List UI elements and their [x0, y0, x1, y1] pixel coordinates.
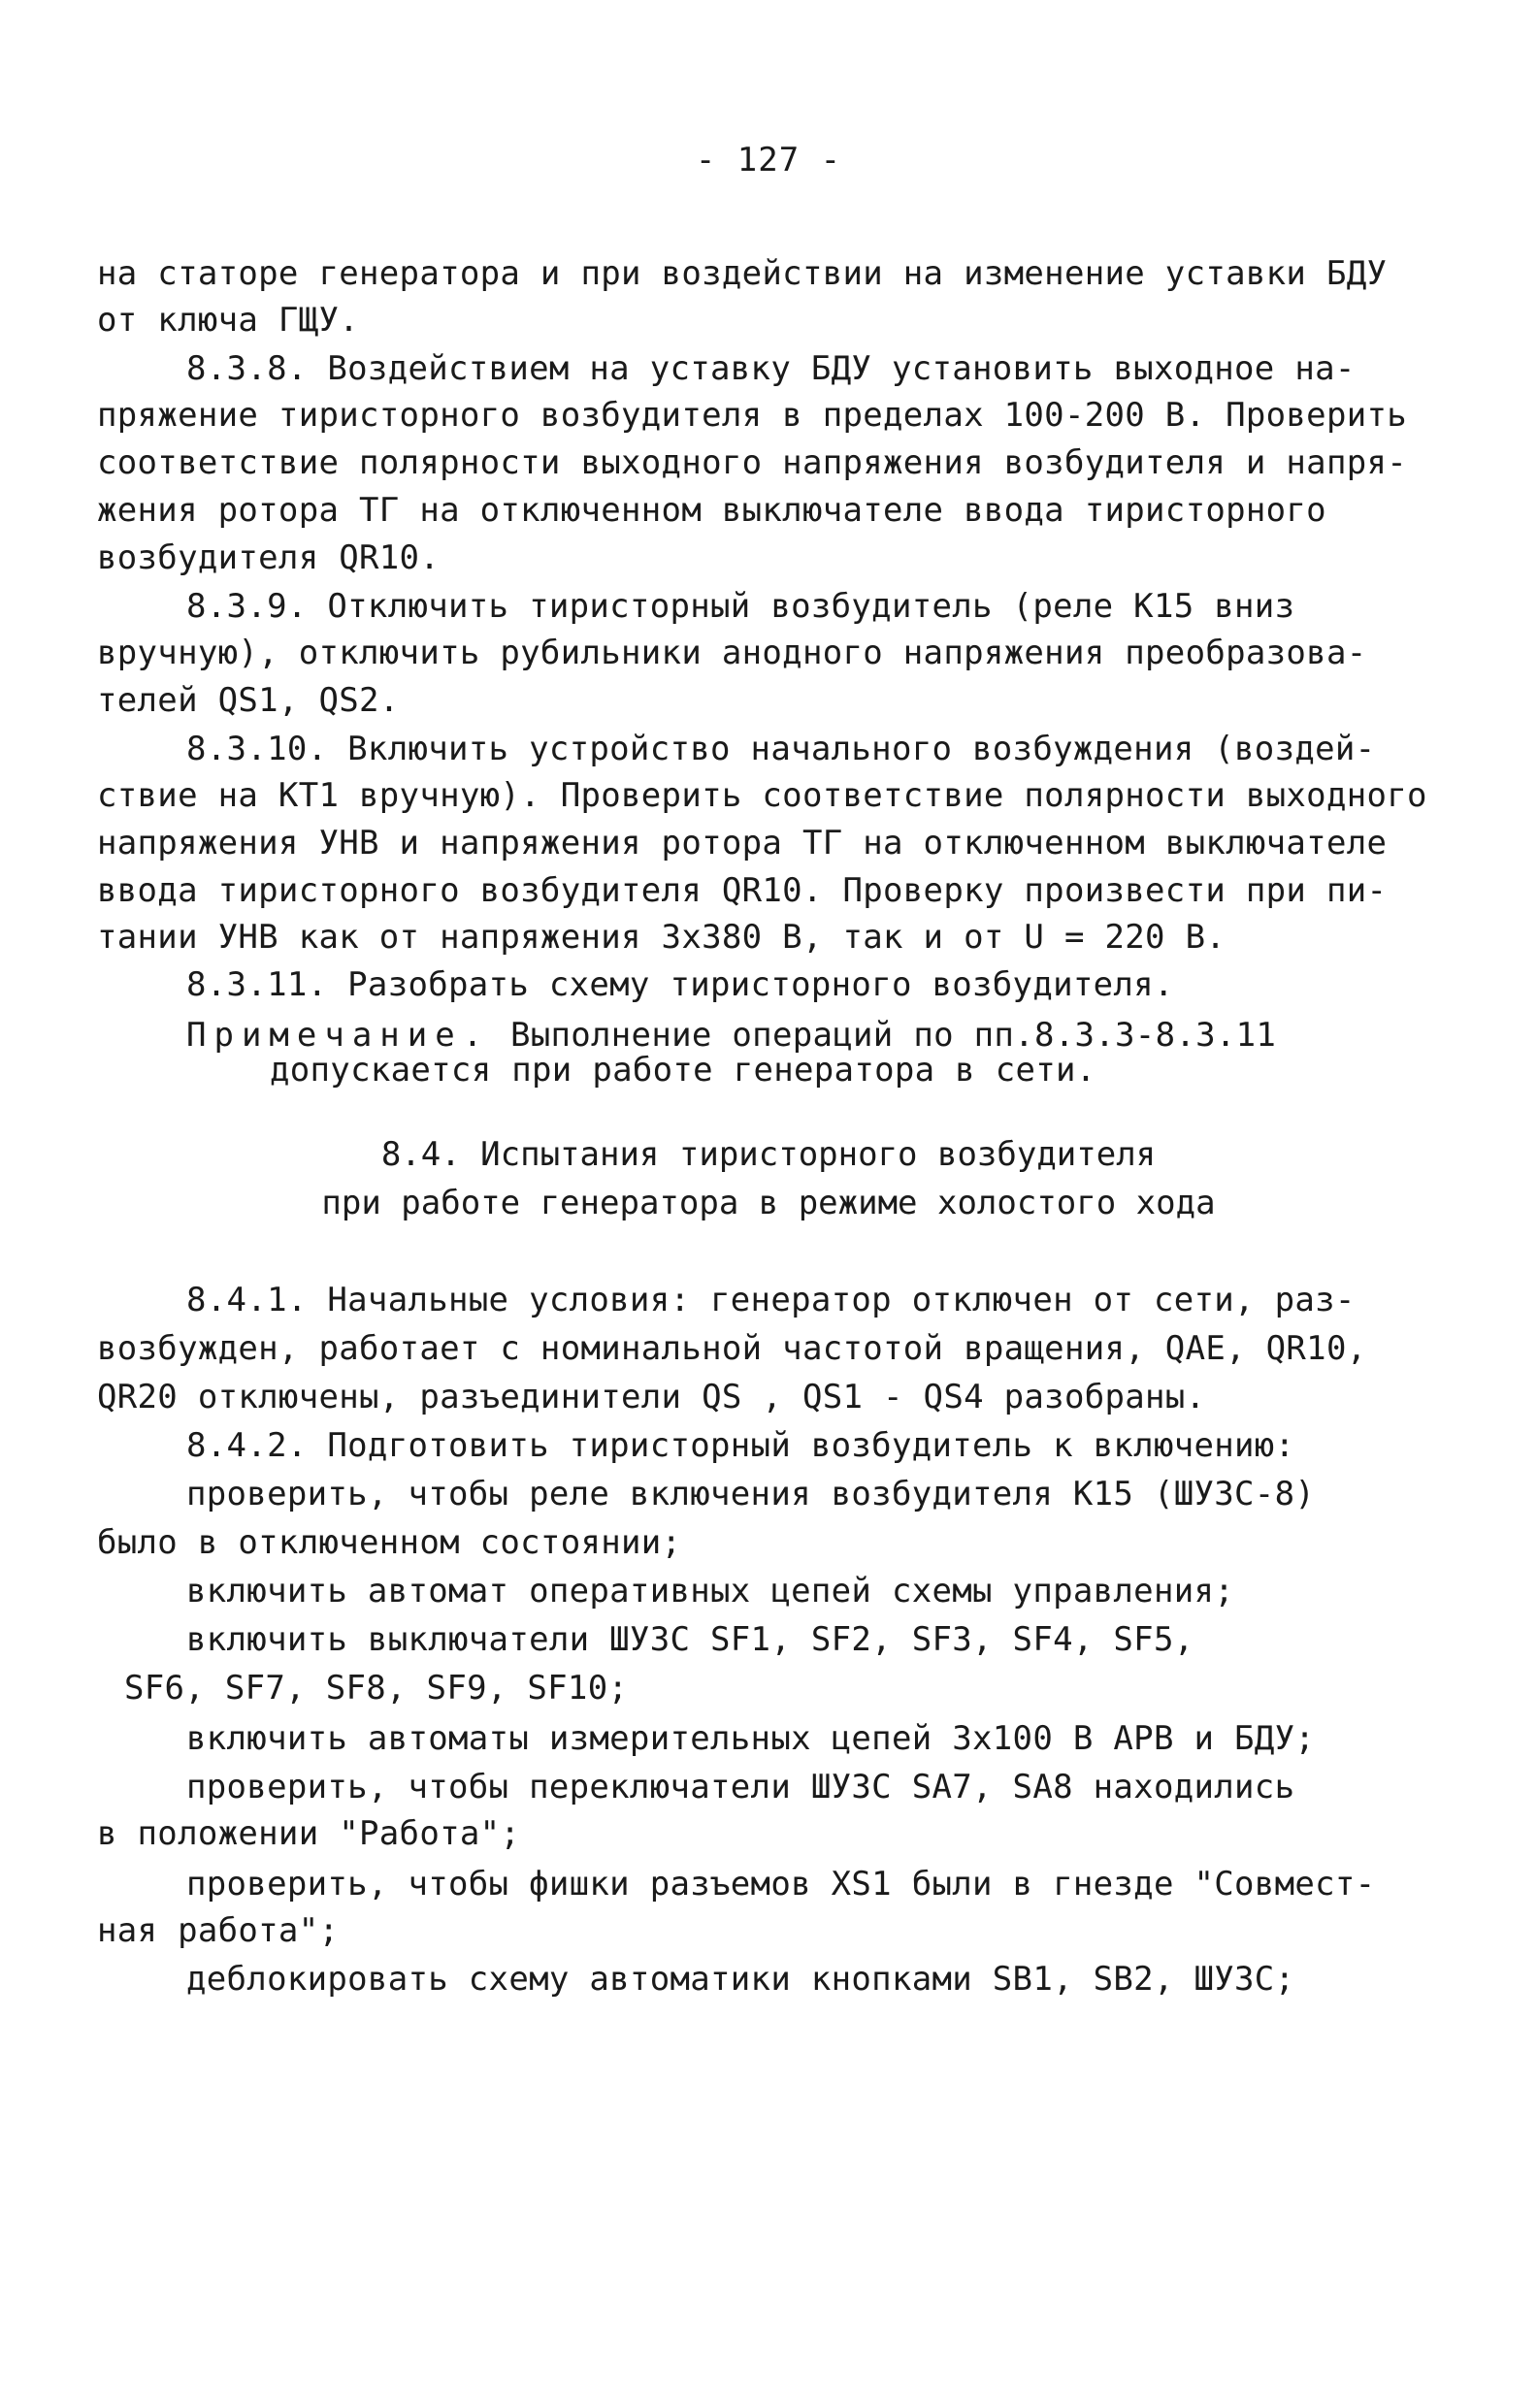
section-title: при работе генератора в режиме холостого хода	[321, 1184, 1216, 1222]
text-line: 8.3.10. Включить устройство начального возбуждения (воздей-	[186, 730, 1376, 768]
note-line	[186, 1016, 1276, 1055]
text-line: ная работа";	[97, 1911, 340, 1950]
text-line: ввода тиристорного возбудителя QR10. Проверку произвести при пи-	[97, 871, 1388, 910]
note-line: допускается при работе генератора в сети.	[270, 1051, 1096, 1090]
text-line: пряжение тиристорного возбудителя в пределах 100-200 В. Проверить	[97, 396, 1408, 435]
text-line: включить автоматы измерительных цепей 3х100 В АРВ и БДУ;	[186, 1719, 1316, 1758]
text-line: деблокировать схему автоматики кнопками SB1, SB2, ШУЗС;	[186, 1960, 1295, 1999]
text-line: 8.4.1. Начальные условия: генератор отключен от сети, раз-	[186, 1281, 1356, 1319]
text-line: от ключа ГЩУ.	[97, 301, 360, 340]
text-line: на статоре генератора и при воздействии на изменение уставки БДУ	[97, 254, 1388, 293]
text-line: 8.3.8. Воздействием на уставку БДУ установить выходное на-	[186, 349, 1356, 388]
text-line: SF6, SF7, SF8, SF9, SF10;	[124, 1669, 629, 1708]
text-line: проверить, чтобы переключатели ШУЗС SA7, SA8 находились	[186, 1768, 1295, 1806]
text-line: соответствие полярности выходного напряжения возбудителя и напря-	[97, 443, 1408, 482]
text-line: ствие на КТ1 вручную). Проверить соответствие полярности выходного	[97, 776, 1427, 815]
text-line: напряжения УНВ и напряжения ротора ТГ на отключенном выключателе	[97, 824, 1388, 862]
text-line: было в отключенном состоянии;	[97, 1523, 682, 1562]
text-line: проверить, чтобы фишки разъемов XS1 были в гнезде "Совмест-	[186, 1865, 1376, 1904]
note-label: Примечание.	[186, 1016, 491, 1055]
text-line: тании УНВ как от напряжения 3х380 В, так и от U = 220 В.	[97, 918, 1226, 957]
text-line: возбужден, работает с номинальной частотой вращения, QAE, QR10,	[97, 1329, 1367, 1368]
text-line: 8.3.9. Отключить тиристорный возбудитель (реле К15 вниз	[186, 587, 1295, 626]
text-line: жения ротора ТГ на отключенном выключателе ввода тиристорного	[97, 491, 1326, 530]
text-line: в положении "Работа";	[97, 1814, 521, 1853]
text-line: включить автомат оперативных цепей схемы управления;	[186, 1572, 1235, 1611]
text-line: 8.3.11. Разобрать схему тиристорного возбудителя.	[186, 965, 1174, 1004]
section-title: 8.4. Испытания тиристорного возбудителя	[380, 1135, 1157, 1174]
text-line: проверить, чтобы реле включения возбудителя К15 (ШУЗС-8)	[186, 1475, 1316, 1513]
text-line: включить выключатели ШУЗС SF1, SF2, SF3, SF4, SF5,	[186, 1620, 1194, 1659]
text-line: телей QS1, QS2.	[97, 681, 400, 720]
page-number: - 127 -	[695, 141, 842, 179]
note-text: Выполнение операций по пп.8.3.3-8.3.11	[490, 1016, 1277, 1055]
text-line: вручную), отключить рубильники анодного напряжения преобразова-	[97, 634, 1367, 672]
text-line: 8.4.2. Подготовить тиристорный возбудитель к включению:	[186, 1426, 1295, 1465]
text-line: возбудителя QR10.	[97, 538, 441, 577]
text-line: QR20 отключены, разъединители QS , QS1 - QS4 разобраны.	[97, 1378, 1206, 1416]
